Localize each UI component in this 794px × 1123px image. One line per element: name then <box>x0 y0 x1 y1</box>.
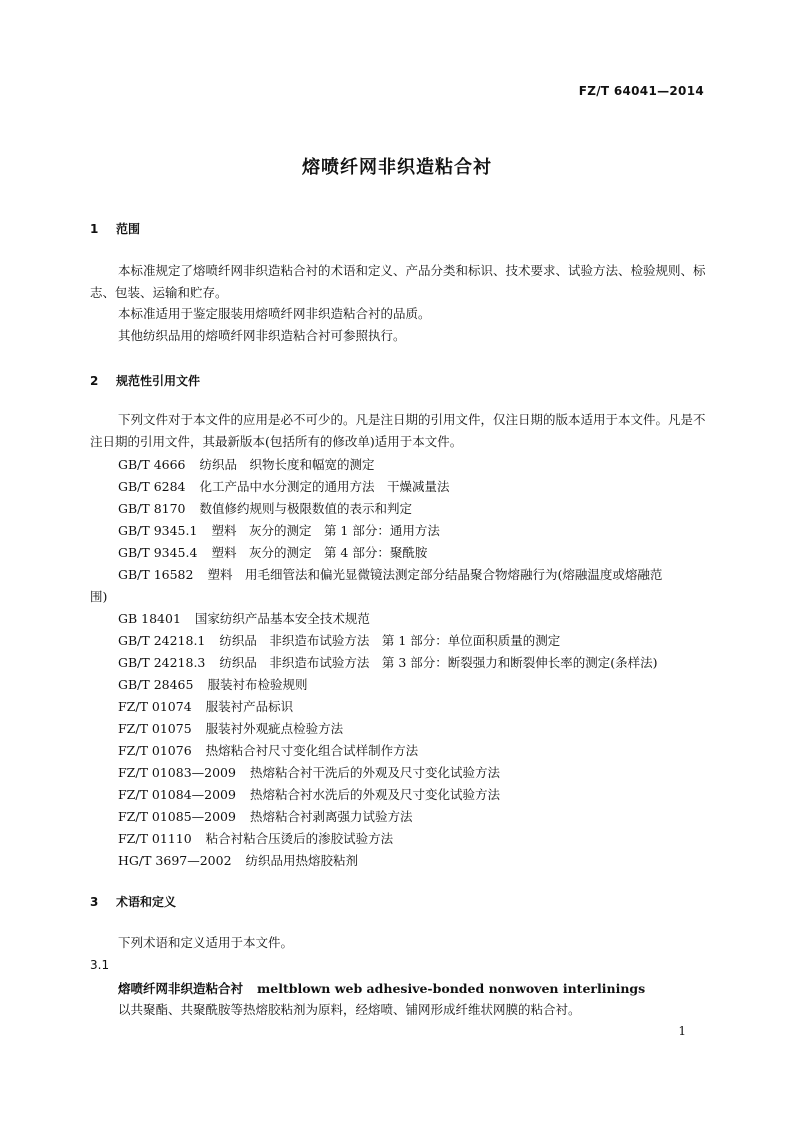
reference-code: GB/T 24218.1 <box>118 633 206 648</box>
term-english: meltblown web adhesive-bonded nonwoven interlinings <box>257 981 646 996</box>
reference-title: 塑料 灰分的测定 第 4 部分：聚酰胺 <box>211 545 428 560</box>
reference-item <box>90 564 678 607</box>
section-1-paragraph-2: 本标准适用于鉴定服装用熔喷纤网非织造粘合衬的品质。 <box>118 306 431 321</box>
reference-code: FZ/T 01074 <box>118 699 192 714</box>
standard-number: FZ/T 64041—2014 <box>578 84 704 98</box>
section-3-number: 3 <box>90 895 99 909</box>
reference-item <box>118 784 500 806</box>
reference-item <box>118 454 375 476</box>
section-3-title: 术语和定义 <box>116 895 177 909</box>
reference-code: GB/T 4666 <box>118 457 186 472</box>
term-definition: 以共聚酯、共聚酰胺等热熔胶粘剂为原料，经熔喷、铺网形成纤维状网膜的粘合衬。 <box>118 1002 581 1017</box>
reference-code: GB/T 24218.3 <box>118 655 206 670</box>
term-chinese: 熔喷纤网非织造粘合衬 <box>118 981 244 996</box>
reference-item <box>118 718 343 740</box>
reference-item <box>118 630 560 652</box>
reference-item <box>118 520 440 542</box>
reference-code: GB/T 16582 <box>118 567 194 582</box>
reference-title: 服装衬产品标识 <box>205 699 294 714</box>
reference-title: 热熔粘合衬尺寸变化组合试样制作方法 <box>205 743 419 758</box>
reference-code: GB/T 9345.4 <box>118 545 198 560</box>
reference-title: 热熔粘合衬干洗后的外观及尺寸变化试验方法 <box>249 765 500 780</box>
reference-title: 服装衬外观疵点检验方法 <box>205 721 344 736</box>
reference-item <box>118 476 450 498</box>
section-2-number: 2 <box>90 374 99 388</box>
reference-title: 纺织品 织物长度和幅宽的测定 <box>199 457 375 472</box>
reference-item <box>118 828 393 850</box>
page-number: 1 <box>678 1024 686 1038</box>
reference-item <box>118 806 412 828</box>
reference-item <box>118 652 658 674</box>
reference-code: FZ/T 01076 <box>118 743 192 758</box>
reference-code: GB 18401 <box>118 611 181 626</box>
reference-code: FZ/T 01075 <box>118 721 192 736</box>
reference-title: 服装衬布检验规则 <box>207 677 308 692</box>
reference-title: 热熔粘合衬剥离强力试验方法 <box>249 809 413 824</box>
reference-title: 纺织品用热熔胶粘剂 <box>245 853 359 868</box>
reference-item <box>118 696 293 718</box>
section-2-heading <box>90 372 200 389</box>
reference-code: FZ/T 01085—2009 <box>118 809 236 824</box>
reference-title: 数值修约规则与极限数值的表示和判定 <box>199 501 413 516</box>
reference-title: 纺织品 非织造布试验方法 第 3 部分：断裂强力和断裂伸长率的测定(条样法) <box>219 655 658 670</box>
term-number: 3.1 <box>90 958 110 972</box>
reference-code: GB/T 28465 <box>118 677 194 692</box>
reference-item <box>118 740 418 762</box>
reference-item <box>118 674 307 696</box>
section-3-intro: 下列术语和定义适用于本文件。 <box>118 935 294 950</box>
reference-code: GB/T 8170 <box>118 501 186 516</box>
reference-item <box>118 498 412 520</box>
section-2-title: 规范性引用文件 <box>116 374 201 388</box>
reference-item <box>118 608 370 630</box>
reference-code: FZ/T 01110 <box>118 831 192 846</box>
reference-item <box>118 762 500 784</box>
reference-code: HG/T 3697—2002 <box>118 853 232 868</box>
section-1-heading <box>90 220 140 237</box>
reference-title: 热熔粘合衬水洗后的外观及尺寸变化试验方法 <box>249 787 500 802</box>
reference-code: FZ/T 01084—2009 <box>118 787 236 802</box>
reference-title: 纺织品 非织造布试验方法 第 1 部分：单位面积质量的测定 <box>219 633 561 648</box>
reference-item <box>118 542 427 564</box>
section-1-title: 范围 <box>116 222 141 236</box>
section-2-intro: 下列文件对于本文件的应用是必不可少的。凡是注日期的引用文件，仅注日期的版本适用于本文件。凡是不注日期的引用文件，其最新版本(包括所有的修改单)适用于本文件。 <box>90 412 706 449</box>
reference-code: FZ/T 01083—2009 <box>118 765 236 780</box>
reference-code: GB/T 9345.1 <box>118 523 198 538</box>
term-entry <box>118 979 645 997</box>
section-1-paragraph-1: 本标准规定了熔喷纤网非织造粘合衬的术语和定义、产品分类和标识、技术要求、试验方法、检验规则、标志、包装、运输和贮存。 <box>90 263 706 300</box>
reference-item <box>118 850 358 872</box>
section-3-heading <box>90 893 176 910</box>
section-1-paragraph-3: 其他纺织品用的熔喷纤网非织造粘合衬可参照执行。 <box>118 328 406 343</box>
reference-title: 粘合衬粘合压烫后的渗胶试验方法 <box>205 831 394 846</box>
reference-title: 塑料 灰分的测定 第 1 部分：通用方法 <box>211 523 440 538</box>
reference-title: 国家纺织产品基本安全技术规范 <box>194 611 370 626</box>
reference-code: GB/T 6284 <box>118 479 186 494</box>
reference-title: 塑料 用毛细管法和偏光显微镜法测定部分结晶聚合物熔融行为(熔融温度或熔融范围) <box>90 567 663 604</box>
section-1-number: 1 <box>90 222 99 236</box>
document-title: 熔喷纤网非织造粘合衬 <box>302 157 492 178</box>
reference-title: 化工产品中水分测定的通用方法 干燥减量法 <box>199 479 450 494</box>
